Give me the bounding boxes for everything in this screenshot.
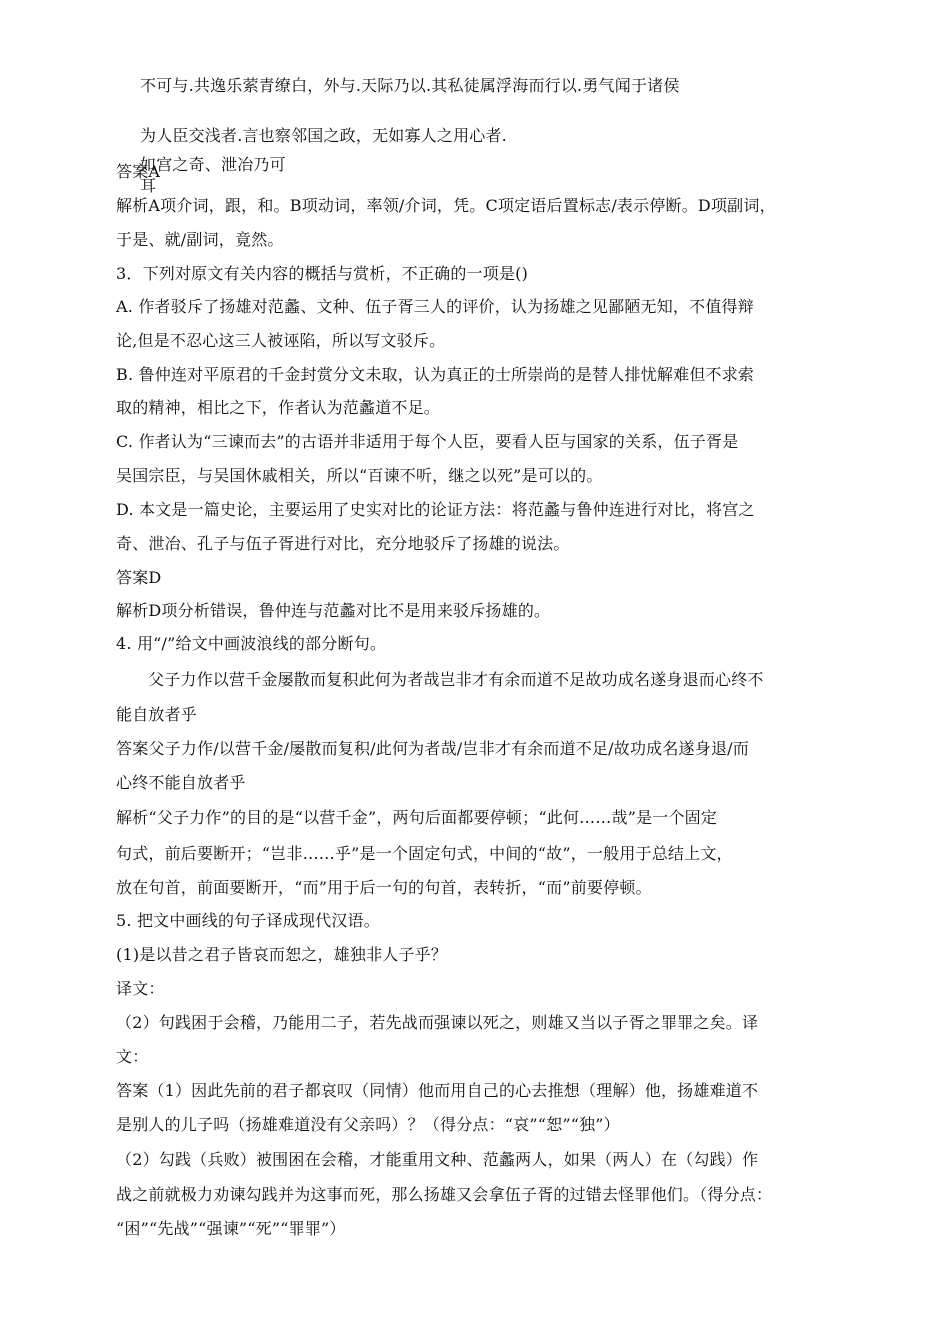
- text-line: 文：: [116, 1047, 149, 1066]
- text-line: （2）句践困于会稽，乃能用二子，若先战而强谏以死之，则雄又当以子胥之罪罪之矣。译: [116, 1013, 759, 1032]
- option-d: D. 本文是一篇史论，主要运用了史实对比的论证方法：将范蠡与鲁仲连进行对比，将宫之: [116, 500, 755, 519]
- text-line: 取的精神，相比之下，作者认为范蠡道不足。: [116, 398, 441, 417]
- text-line: 句式，前后要断开；“岂非……乎”是一个固定句式，中间的“故”，一般用于总结上文，: [116, 844, 733, 863]
- text-line: 放在句首，前面要断开，“而”用于后一句的句首，表转折，“而”前要停顿。: [116, 878, 652, 897]
- text-line: 于是、就/副词，竟然。: [116, 230, 284, 249]
- text-line: （2）勾践（兵败）被围困在会稽，才能重用文种、范蠡两人，如果（两人）在（勾践）作: [116, 1150, 759, 1169]
- text-line: 如宫之奇、泄冶乃可: [140, 155, 286, 174]
- text-line: 奇、泄冶、孔子与伍子胥进行对比，充分地驳斥了扬雄的说法。: [116, 534, 570, 553]
- text-line: 耳: [140, 176, 157, 195]
- option-c: C. 作者认为“三谏而去”的古语并非适用于每个人臣，要看人臣与国家的关系，伍子胥是: [116, 432, 739, 451]
- text-line: 论,但是不忍心这三人被诬陷，所以写文驳斥。: [116, 331, 446, 350]
- answer-label: 答案D: [116, 568, 162, 587]
- question-heading: 4. 用“/”给文中画波浪线的部分断句。: [116, 634, 387, 653]
- text-line: 解析“父子力作”的目的是“以营千金”，两句后面都要停顿；“此何……哉”是一个固定: [116, 808, 718, 827]
- text-line: 解析A项介词，跟，和。B项动词，率领/介词，凭。C项定语后置标志/表示停断。D项副词，: [116, 196, 776, 215]
- answer-label: 答案父子力作/以营千金/屡散而复积/此何为者哉/岂非才有余而道不足/故功成名遂身退/而: [116, 739, 749, 758]
- text-line: 心终不能自放者乎: [116, 773, 246, 792]
- text-line: 战之前就极力劝谏勾践并为这事而死，那么扬雄又会拿伍子胥的过错去怪罪他们。（得分点：: [116, 1185, 773, 1204]
- question-heading: 5. 把文中画线的句子译成现代汉语。: [116, 911, 380, 930]
- text-line: (1)是以昔之君子皆哀而恕之，雄独非人子乎？: [116, 945, 448, 964]
- text-line: 为人臣交浅者.言也察邻国之政，无如寡人之用心者.: [140, 126, 507, 145]
- text-line: 父子力作以营千金屡散而复积此何为者哉岂非才有余而道不足故功成名遂身退而心终不: [148, 670, 764, 689]
- text-line: 不可与.共逸乐萦青缭白，外与.天际乃以.其私徒属浮海而行以.勇气闻于诸侯: [140, 76, 680, 95]
- text-line: “困”“先战”“强谏”“死”“罪罪”）: [116, 1219, 346, 1238]
- text-line: 译文：: [116, 979, 165, 998]
- option-b: B. 鲁仲连对平原君的千金封赏分文未取，认为真正的士所崇尚的是替人排忧解难但不求索: [116, 365, 755, 384]
- text-line: 能自放者乎: [116, 705, 198, 724]
- question-heading: 3．下列对原文有关内容的概括与赏析，不正确的一项是(): [116, 264, 529, 283]
- text-line: 是别人的儿子吗（扬雄难道没有父亲吗）？（得分点：“哀”“恕”“独”）: [116, 1115, 620, 1134]
- answer-label: 答案A: [116, 162, 161, 181]
- option-a: A. 作者驳斥了扬雄对范蠡、文种、伍子胥三人的评价，认为扬雄之见鄙陋无知，不值得辩: [116, 297, 754, 316]
- text-line: 解析D项分析错误，鲁仲连与范蠡对比不是用来驳斥扬雄的。: [116, 601, 551, 620]
- text-line: 吴国宗臣，与吴国休戚相关，所以“百谏不听，继之以死”是可以的。: [116, 466, 603, 485]
- answer-label: 答案（1）因此先前的君子都哀叹（同情）他而用自己的心去推想（理解）他，扬雄难道不: [116, 1081, 759, 1100]
